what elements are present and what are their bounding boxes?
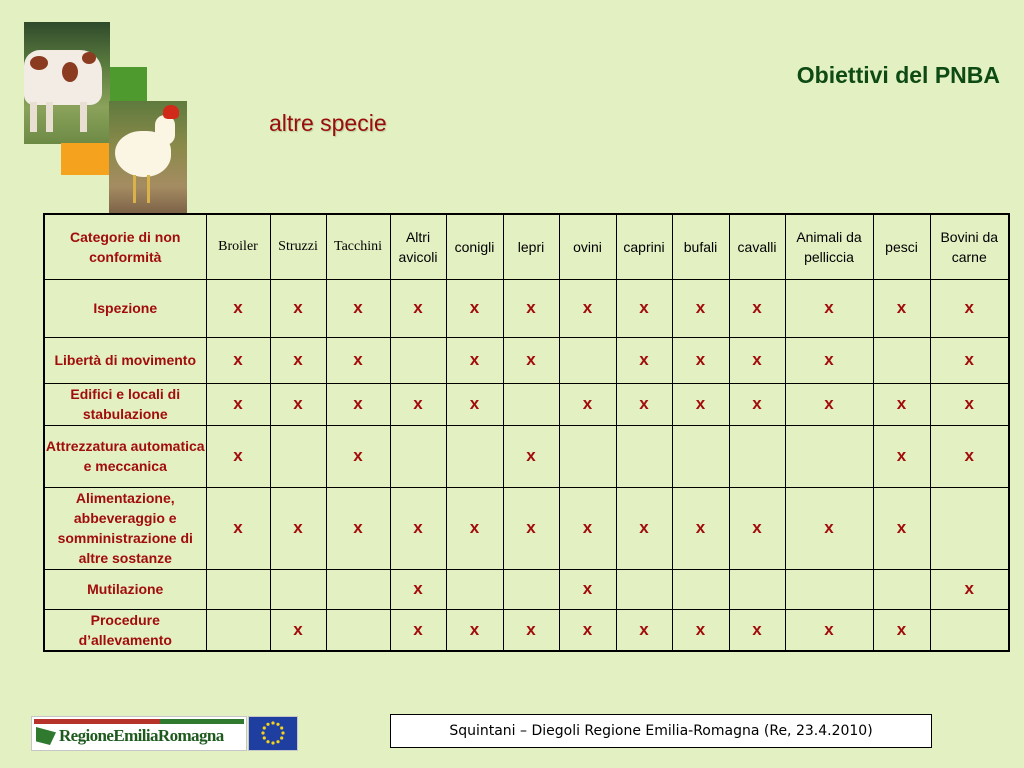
table-cell xyxy=(873,569,930,609)
table-cell: x xyxy=(270,609,326,651)
table-cell: x xyxy=(390,609,446,651)
header-struzzi: Struzzi xyxy=(270,214,326,279)
cow-photo xyxy=(24,22,110,144)
table-cell: x xyxy=(616,609,672,651)
table-cell: x xyxy=(672,337,729,383)
table-cell: x xyxy=(616,337,672,383)
table-cell: x xyxy=(446,279,503,337)
slide-subtitle: altre specie xyxy=(269,110,387,136)
cow-spot xyxy=(62,62,78,82)
table-cell: x xyxy=(270,279,326,337)
header-tacchini: Tacchini xyxy=(326,214,390,279)
table-cell xyxy=(270,425,326,487)
eu-stars-icon xyxy=(249,717,297,750)
cow-spot xyxy=(30,56,48,70)
row-category: Alimentazione, abbeveraggio e somministrazione di altre sostanze xyxy=(44,487,206,569)
hen-leg xyxy=(133,175,136,203)
table-cell xyxy=(446,569,503,609)
table-cell: x xyxy=(206,487,270,569)
footer-credit: Squintani – Diegoli Regione Emilia-Romagna (Re, 23.4.2010) xyxy=(390,714,932,748)
table-cell: x xyxy=(503,487,559,569)
table-cell: x xyxy=(503,425,559,487)
table-cell: x xyxy=(930,279,1009,337)
table-cell: x xyxy=(785,487,873,569)
header-broiler: Broiler xyxy=(206,214,270,279)
table-cell xyxy=(446,425,503,487)
table-cell: x xyxy=(326,383,390,425)
table-cell: x xyxy=(446,609,503,651)
header-altri-avicoli: Altri avicoli xyxy=(390,214,446,279)
table-cell: x xyxy=(503,609,559,651)
table-row xyxy=(44,383,1009,425)
table-cell: x xyxy=(326,279,390,337)
cow-leg xyxy=(46,102,53,132)
table-cell: x xyxy=(616,383,672,425)
table-cell xyxy=(326,609,390,651)
table-cell: x xyxy=(559,487,616,569)
table-cell: x xyxy=(446,383,503,425)
table-cell xyxy=(270,569,326,609)
table-cell xyxy=(206,569,270,609)
table-cell xyxy=(503,383,559,425)
table-cell: x xyxy=(390,487,446,569)
cow-leg xyxy=(80,102,87,132)
table-cell: x xyxy=(559,279,616,337)
table-cell: x xyxy=(270,337,326,383)
table-cell: x xyxy=(873,425,930,487)
table-cell: x xyxy=(785,279,873,337)
slide-title: Obiettivi del PNBA xyxy=(796,62,1000,88)
table-cell xyxy=(390,425,446,487)
table-cell: x xyxy=(873,383,930,425)
header-caprini: caprini xyxy=(616,214,672,279)
table-cell: x xyxy=(616,487,672,569)
table-cell xyxy=(785,569,873,609)
table-cell: x xyxy=(672,279,729,337)
table-cell: x xyxy=(930,569,1009,609)
table-row xyxy=(44,487,1009,569)
row-category: Procedure d’allevamento xyxy=(44,609,206,651)
table-cell xyxy=(616,425,672,487)
row-category: Libertà di movimento xyxy=(44,337,206,383)
table-cell: x xyxy=(785,609,873,651)
table-cell: x xyxy=(729,279,785,337)
cow-spot xyxy=(82,52,96,64)
hen-photo xyxy=(109,101,187,215)
table-cell: x xyxy=(390,383,446,425)
table-cell: x xyxy=(930,383,1009,425)
table-cell: x xyxy=(206,383,270,425)
table-cell: x xyxy=(270,383,326,425)
table-cell xyxy=(930,609,1009,651)
table-cell: x xyxy=(672,487,729,569)
table-cell: x xyxy=(326,425,390,487)
non-conformity-table xyxy=(43,213,1010,652)
table-cell xyxy=(930,487,1009,569)
table-cell: x xyxy=(930,425,1009,487)
table-cell xyxy=(616,569,672,609)
table-cell: x xyxy=(729,383,785,425)
table-cell: x xyxy=(785,383,873,425)
table-cell xyxy=(672,425,729,487)
table-cell: x xyxy=(270,487,326,569)
logo-stripe xyxy=(34,719,244,724)
table-cell xyxy=(672,569,729,609)
table-cell: x xyxy=(729,609,785,651)
hen-leg xyxy=(147,175,150,203)
eu-flag-icon xyxy=(248,716,298,751)
table-cell: x xyxy=(559,383,616,425)
table-cell xyxy=(559,425,616,487)
header-pesci: pesci xyxy=(873,214,930,279)
table-row xyxy=(44,425,1009,487)
row-category: Edifici e locali di stabulazione xyxy=(44,383,206,425)
table-cell xyxy=(206,609,270,651)
table-cell: x xyxy=(446,487,503,569)
green-square-decoration xyxy=(110,67,147,101)
table-cell: x xyxy=(672,609,729,651)
header-conigli: conigli xyxy=(446,214,503,279)
table-cell: x xyxy=(616,279,672,337)
table-header-row xyxy=(44,214,1009,279)
table-cell xyxy=(729,425,785,487)
logo-text: RegioneEmiliaRomagna xyxy=(59,726,224,745)
table-cell: x xyxy=(785,337,873,383)
table-cell xyxy=(326,569,390,609)
table-cell: x xyxy=(206,425,270,487)
table-cell: x xyxy=(930,337,1009,383)
orange-square-decoration xyxy=(61,143,109,175)
header-bovini-da-carne: Bovini da carne xyxy=(930,214,1009,279)
table-cell: x xyxy=(390,279,446,337)
header-animali-da-pelliccia: Animali da pelliccia xyxy=(785,214,873,279)
row-category: Attrezzatura automatica e meccanica xyxy=(44,425,206,487)
region-shape-icon xyxy=(36,727,56,745)
hen-neck xyxy=(155,115,175,145)
table-cell: x xyxy=(559,569,616,609)
table-cell: x xyxy=(559,609,616,651)
table-cell: x xyxy=(503,279,559,337)
header-bufali: bufali xyxy=(672,214,729,279)
cow-leg xyxy=(30,102,37,132)
table-cell: x xyxy=(729,487,785,569)
table-cell: x xyxy=(503,337,559,383)
table-cell: x xyxy=(326,487,390,569)
table-row xyxy=(44,337,1009,383)
hen-comb xyxy=(163,105,179,119)
table-cell: x xyxy=(873,609,930,651)
table-row xyxy=(44,279,1009,337)
header-cavalli: cavalli xyxy=(729,214,785,279)
table-cell: x xyxy=(206,279,270,337)
table-cell: x xyxy=(326,337,390,383)
table-cell xyxy=(785,425,873,487)
table-cell xyxy=(873,337,930,383)
table-cell xyxy=(503,569,559,609)
header-lepri: lepri xyxy=(503,214,559,279)
table-cell xyxy=(559,337,616,383)
table-cell xyxy=(390,337,446,383)
table-cell xyxy=(729,569,785,609)
header-category: Categorie di non conformità xyxy=(44,214,206,279)
table-cell: x xyxy=(873,487,930,569)
table-cell: x xyxy=(873,279,930,337)
regione-emilia-romagna-logo xyxy=(31,716,247,751)
table-cell: x xyxy=(206,337,270,383)
table-cell: x xyxy=(729,337,785,383)
table-cell: x xyxy=(672,383,729,425)
table-row xyxy=(44,609,1009,651)
table-cell: x xyxy=(446,337,503,383)
row-category: Mutilazione xyxy=(44,569,206,609)
table-cell: x xyxy=(390,569,446,609)
header-ovini: ovini xyxy=(559,214,616,279)
row-category: Ispezione xyxy=(44,279,206,337)
table-row xyxy=(44,569,1009,609)
